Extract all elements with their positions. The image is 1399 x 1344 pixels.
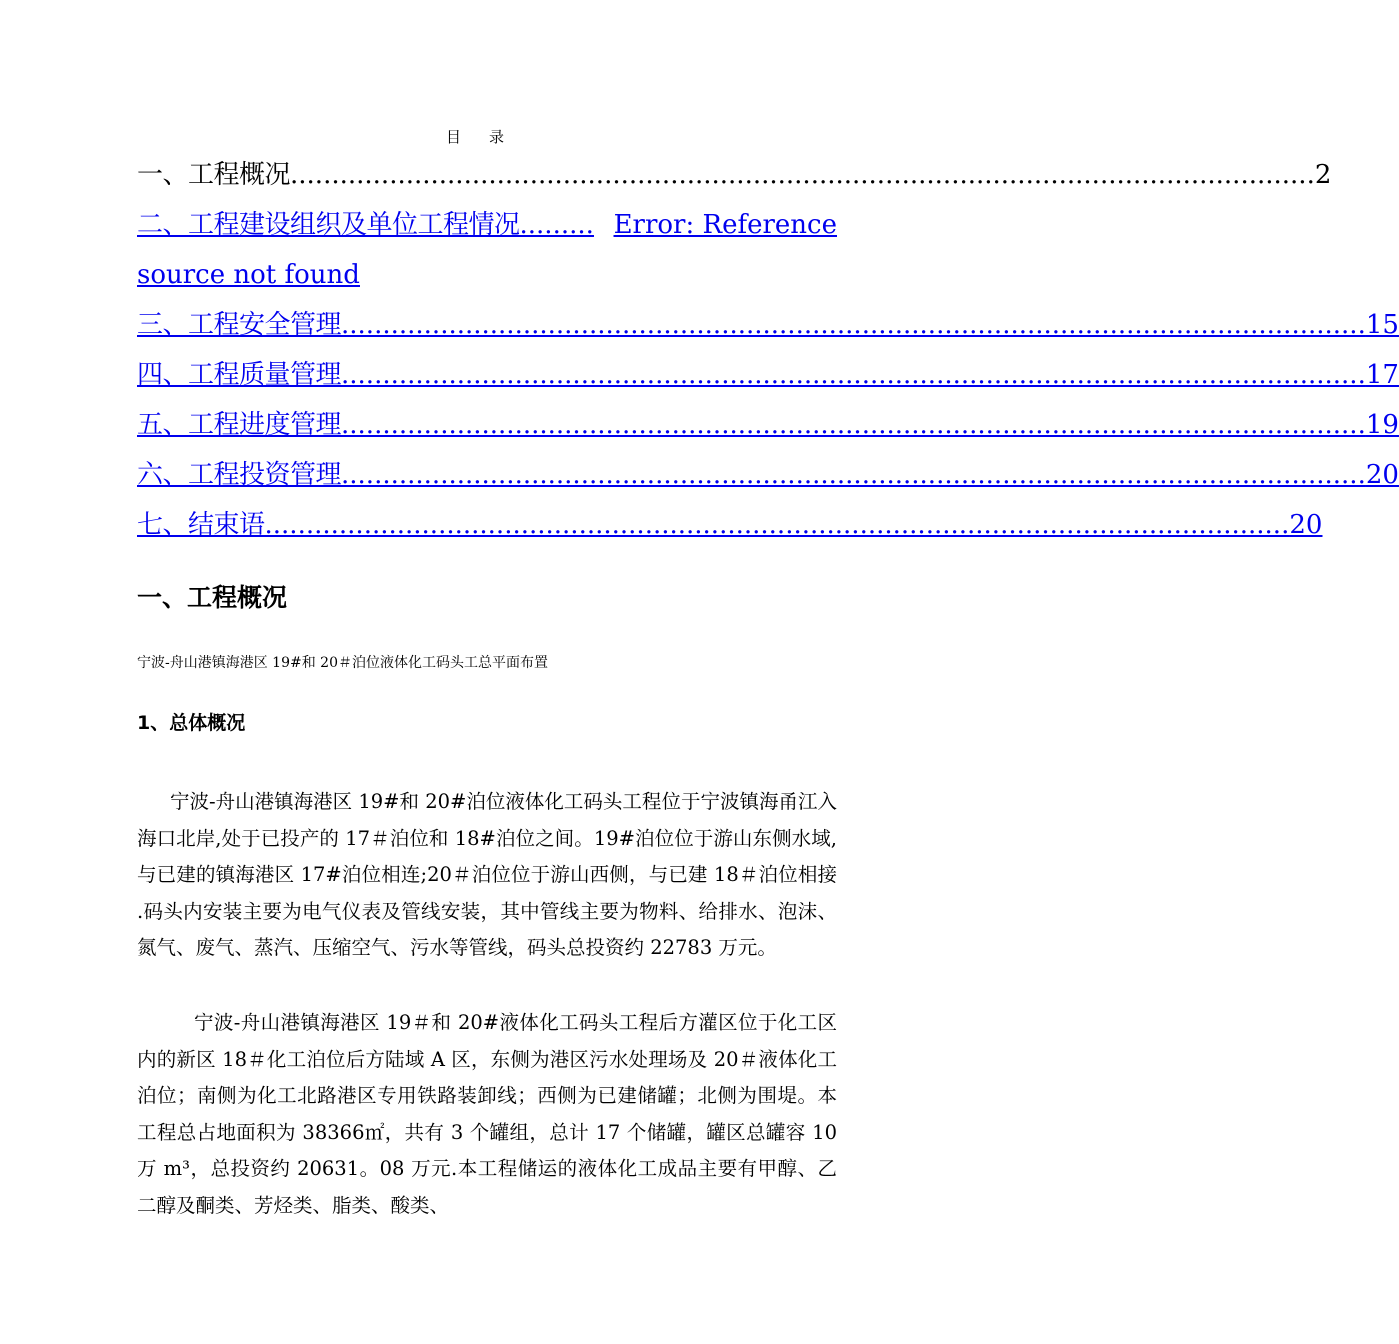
toc-entry-label: 三、工程安全管理 xyxy=(137,310,342,340)
toc-leader-dots: ......... xyxy=(519,210,594,240)
section-heading: 一、工程概况 xyxy=(137,583,288,612)
toc-entry-4[interactable] xyxy=(137,350,1399,400)
toc-leader-dots: ............................................................................................................................ xyxy=(264,510,1290,540)
table-of-contents xyxy=(137,150,1399,550)
toc-leader-dots: ............................................................................................................................ xyxy=(341,310,1366,340)
toc-entry-7[interactable] xyxy=(137,500,1323,550)
toc-title: 目录 xyxy=(445,128,532,146)
toc-entry-label: 四、工程质量管理 xyxy=(137,360,342,390)
toc-entry-label: 一、工程概况 xyxy=(137,160,291,190)
toc-entry-6[interactable] xyxy=(137,450,1399,500)
toc-page-number: 2 xyxy=(1314,160,1332,190)
toc-page-number: 17 xyxy=(1365,360,1399,390)
toc-page-number-continued: source not found xyxy=(137,260,360,290)
toc-entry-1[interactable] xyxy=(137,150,1332,200)
toc-page-number: 15 xyxy=(1365,310,1399,340)
toc-entry-label: 二、工程建设组织及单位工程情况 xyxy=(137,210,520,240)
body-paragraph-1: 宁波-舟山港镇海港区 19#和 20#泊位液体化工码头工程位于宁波镇海甬江入海口北岸,处于已投产的 17＃泊位和 18#泊位之间。19#泊位位于游山东侧水域,与已建的镇海港区 17#泊位相连;20＃泊位位于游山西侧，与已建 18＃泊位相接 .码头内安装主要为电气仪表及管线安装，其中管线主要为物料、给排水、泡沫、氮气、废气、蒸汽、压缩空气、污水等管线，码头总投资约 22783 万元。 xyxy=(137,790,837,959)
toc-entry-2[interactable] xyxy=(137,200,837,300)
toc-page-number: 20 xyxy=(1289,510,1323,540)
toc-page-number: 19 xyxy=(1365,410,1399,440)
toc-leader-dots: ............................................................................................................................ xyxy=(341,410,1366,440)
toc-page-number: 20 xyxy=(1365,460,1399,490)
toc-leader-dots: ............................................................................................................................ xyxy=(341,460,1366,490)
toc-entry-label: 六、工程投资管理 xyxy=(137,460,342,490)
toc-entry-label: 五、工程进度管理 xyxy=(137,410,342,440)
body-paragraph-2: 宁波-舟山港镇海港区 19＃和 20#液体化工码头工程后方灌区位于化工区内的新区 18＃化工泊位后方陆域 A 区，东侧为港区污水处理场及 20＃液体化工泊位；南侧为化工北路港区专用铁路装卸线；西侧为已建储罐；北侧为围堤。本工程总占地面积为 38366㎡，共有 3 个罐组，总计 17 个储罐，罐区总罐容 10 万 m³，总投资约 20631。08 万元.本工程储运的液体化工成品主要有甲醇、乙二醇及酮类、芳烃类、脂类、酸类、 xyxy=(137,1011,837,1217)
subsection-heading: 1、总体概况 xyxy=(137,712,246,734)
toc-entry-3[interactable] xyxy=(137,300,1399,350)
toc-entry-label: 七、结束语 xyxy=(137,510,265,540)
figure-caption: 宁波-舟山港镇海港区 19#和 20＃泊位液体化工码头工总平面布置 xyxy=(137,655,548,671)
toc-leader-dots: ............................................................................................................................ xyxy=(341,360,1366,390)
toc-leader-dots: ............................................................................................................................ xyxy=(290,160,1315,190)
toc-entry-5[interactable] xyxy=(137,400,1399,450)
toc-page-number: Error: Reference xyxy=(613,210,837,240)
